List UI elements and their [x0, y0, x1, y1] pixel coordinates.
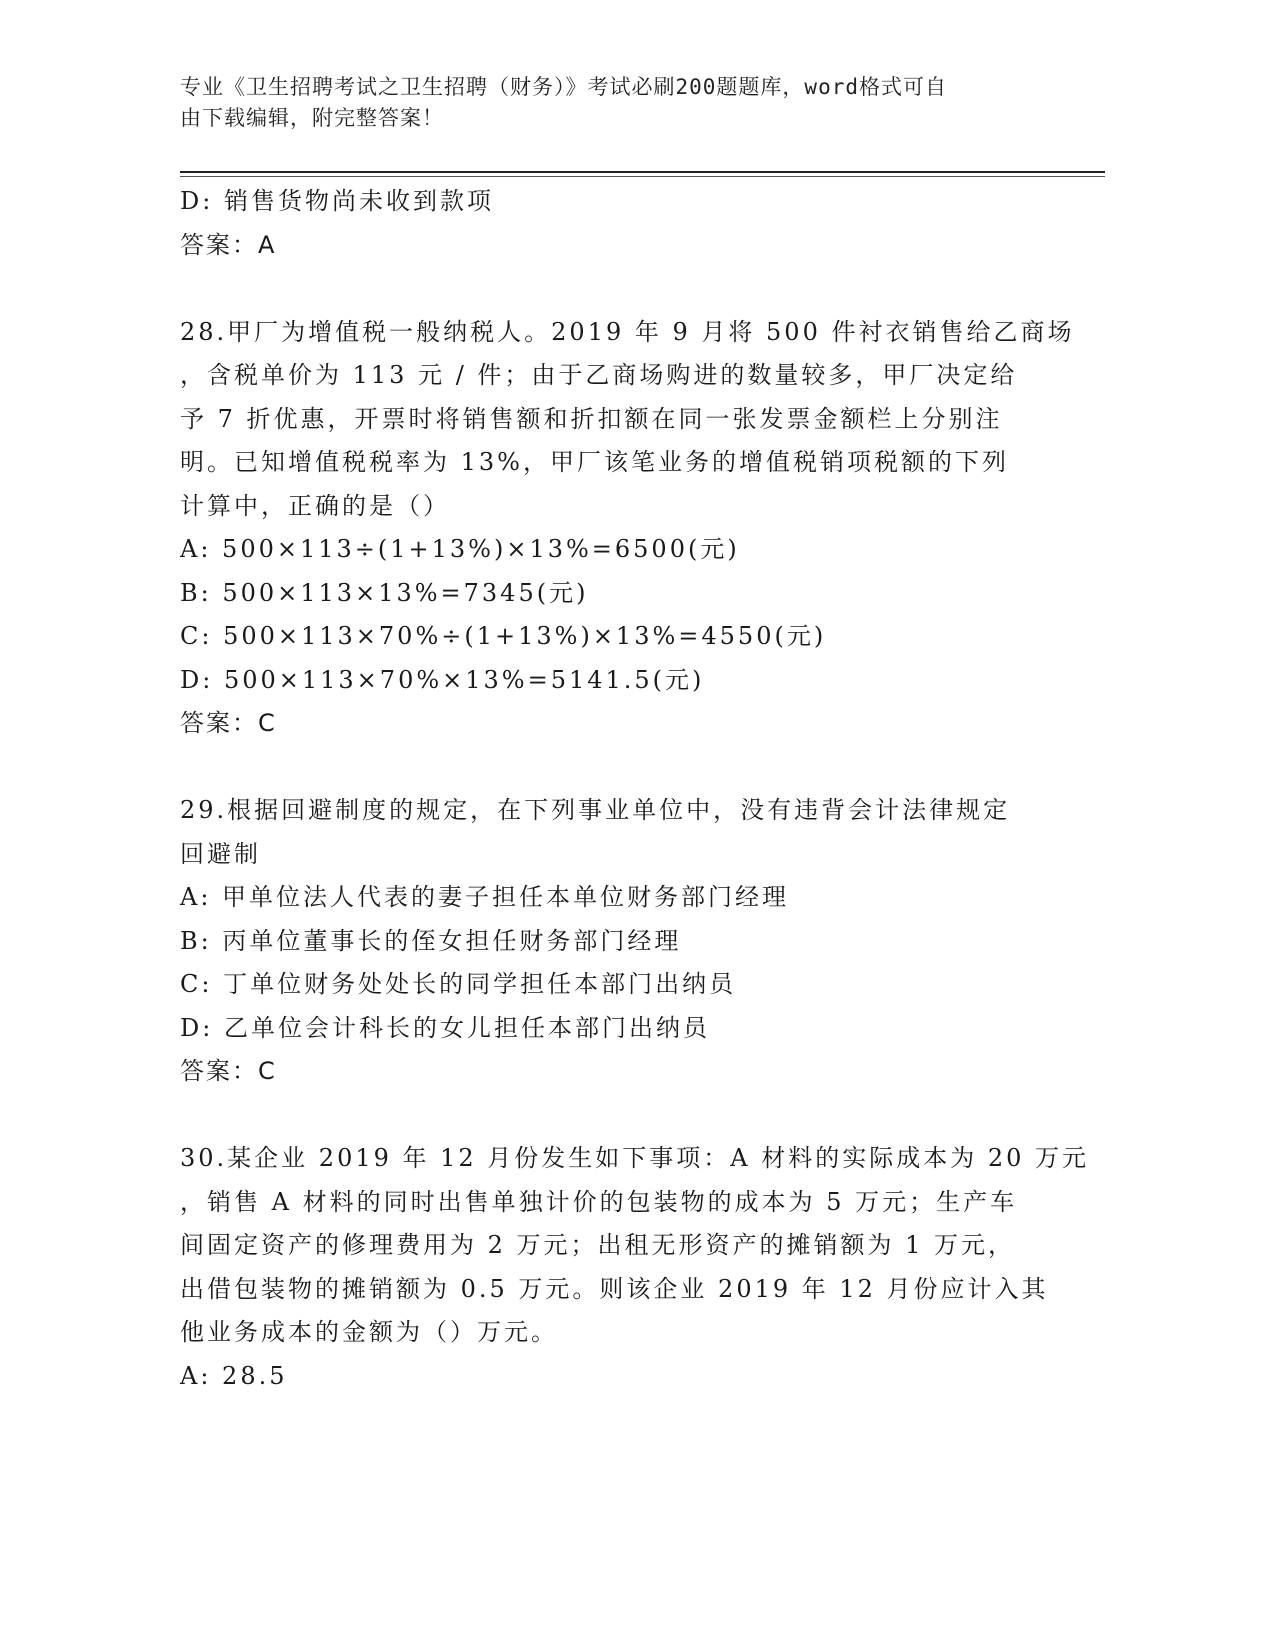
option-c: C: 500×113×70%÷(1+13%)×13%=4550(元): [180, 622, 827, 650]
question-stem-line: 29.根据回避制度的规定，在下列事业单位中，没有违背会计法律规定: [180, 796, 1011, 824]
answer: 答案：C: [180, 1057, 277, 1085]
option-a: A: 28.5: [180, 1361, 288, 1390]
question-stem-line: 30.某企业 2019 年 12 月份发生如下事项：A 材料的实际成本为 20 万元: [180, 1144, 1090, 1172]
option-a: A: 甲单位法人代表的妻子担任本单位财务部门经理: [180, 883, 790, 911]
question-content: [180, 180, 1090, 1398]
question-stem-line: 明。已知增值税税率为 13%，甲厂该笔业务的增值税销项税额的下列: [180, 448, 1009, 476]
header-line-1: 专业《卫生招聘考试之卫生招聘（财务）》考试必刷200题题库，word格式可自: [180, 75, 947, 99]
question-stem-line: 他业务成本的金额为（）万元。: [180, 1318, 558, 1346]
question-stem-line: ，含税单价为 113 元 / 件；由于乙商场购进的数量较多，甲厂决定给: [180, 361, 1018, 389]
question-stem-line: 予 7 折优惠，开票时将销售额和折扣额在同一张发票金额栏上分别注: [180, 404, 1003, 433]
option-d: D: 500×113×70%×13%=5141.5(元): [180, 665, 705, 694]
spacer: [180, 746, 1040, 790]
question-stem-line: 间固定资产的修理费用为 2 万元；出租无形资产的摊销额为 1 万元，: [180, 1231, 1016, 1259]
question-stem-line: 28.甲厂为增值税一般纳税人。2019 年 9 月将 500 件衬衣销售给乙商场: [180, 317, 1075, 346]
answer: 答案：C: [180, 709, 277, 737]
question-28: [180, 311, 1075, 746]
question-30: [180, 1137, 1090, 1398]
spacer: [180, 267, 1040, 311]
question-stem-line: 计算中，正确的是（）: [180, 491, 450, 520]
option-d: D: 乙单位会计科长的女儿担任本部门出纳员: [180, 1013, 710, 1042]
question-29: [180, 789, 1040, 1094]
header-divider-thick: [180, 171, 1105, 173]
header-line-2: 由下载编辑，附完整答案！: [180, 106, 444, 130]
header-divider-thin: [180, 176, 1105, 177]
question-stem-line: 出借包装物的摊销额为 0.5 万元。则该企业 2019 年 12 月份应计入其: [180, 1274, 1049, 1303]
prev-answer: 答案：A: [180, 230, 277, 259]
page-header: [180, 72, 1040, 134]
option-b: B: 500×113×13%=7345(元): [180, 578, 589, 607]
option-a: A: 500×113÷(1+13%)×13%=6500(元): [180, 535, 740, 563]
spacer: [180, 1094, 1040, 1138]
option-b: B: 丙单位董事长的侄女担任财务部门经理: [180, 926, 682, 955]
question-stem-line: ，销售 A 材料的同时出售单独计价的包装物的成本为 5 万元；生产车: [180, 1187, 1018, 1216]
option-c: C: 丁单位财务处处长的同学担任本部门出纳员: [180, 970, 737, 998]
question-stem-line: 回避制: [180, 839, 261, 868]
prev-option-d: D: 销售货物尚未收到款项: [180, 187, 494, 215]
